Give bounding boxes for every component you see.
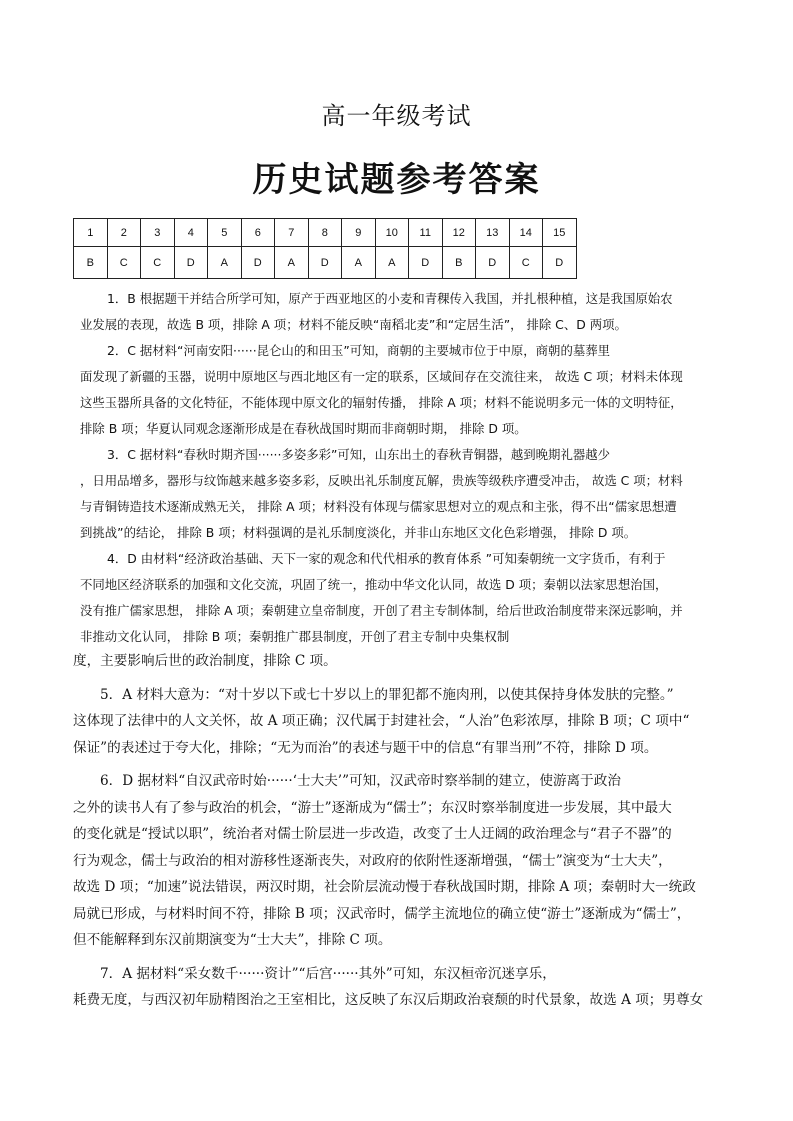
question-number-cell: 13 bbox=[476, 219, 510, 247]
explanation-line: 不同地区经济联系的加强和文化交流，巩固了统一，推动中华文化认同，故选 D 项；秦朝以法家思想治国， bbox=[80, 577, 668, 592]
answer-cell: D bbox=[476, 247, 510, 279]
explanation-line: 之外的读书人有了参与政治的机会，“游士”逐渐成为“儒士”；东汉时察举制度进一步发展，其中最大 bbox=[73, 799, 672, 816]
explanation-q6 bbox=[73, 768, 725, 954]
explanation-q1 bbox=[80, 286, 720, 338]
answer-cell: A bbox=[375, 247, 409, 279]
question-number-cell: 8 bbox=[308, 219, 342, 247]
explanation-line: 度，主要影响后世的政治制度，排除 C 项。 bbox=[73, 653, 337, 669]
explanation-line: 耗费无度，与西汉初年励精图治之王室相比，这反映了东汉后期政治衰颓的时代景象，故选 A 项；男尊女 bbox=[73, 992, 704, 1008]
answer-cell: C bbox=[141, 247, 175, 279]
answer-cell: A bbox=[275, 247, 309, 279]
explanation-line: 6．D 据材料“自汉武帝时始······‘士大夫’”可知，汉武帝时察举制的建立，使游离于政治 bbox=[100, 773, 621, 789]
answer-cell: D bbox=[174, 247, 208, 279]
answer-table-answer-row bbox=[74, 247, 577, 279]
question-number-cell: 10 bbox=[375, 219, 409, 247]
page-title: 历史试题参考答案 bbox=[252, 160, 541, 200]
explanation-line: 2．C 据材料“河南安阳······昆仑山的和田玉”可知，商朝的主要城市位于中原，商朝的墓葬里 bbox=[107, 343, 611, 358]
explanation-line: 保证”的表述过于夸大化，排除；“无为而治”的表述与题干中的信息“有罪当刑”不符，排除 D 项。 bbox=[73, 739, 658, 756]
explanation-q4-tail bbox=[73, 648, 725, 675]
answer-cell: B bbox=[442, 247, 476, 279]
explanations-part-1 bbox=[80, 286, 720, 650]
answer-cell: B bbox=[74, 247, 108, 279]
explanation-line: 非推动文化认同， 排除 B 项；秦朝推广郡县制度，开创了君主专制中央集权制 bbox=[80, 629, 510, 644]
explanation-q7 bbox=[73, 961, 725, 1014]
answer-cell: A bbox=[208, 247, 242, 279]
explanation-q2 bbox=[80, 338, 720, 442]
explanation-line: 与青铜铸造技术逐渐成熟无关， 排除 A 项；材料没有体现与儒家思想对立的观点和主张，得不出“儒家思想遭 bbox=[80, 499, 677, 514]
explanation-q5 bbox=[73, 682, 725, 762]
explanation-line: ，日用品增多，器形与纹饰越来越多姿多彩，反映出礼乐制度瓦解，贵族等级秩序遭受冲击， 故选 C 项；材料 bbox=[80, 473, 683, 488]
explanation-q4 bbox=[80, 546, 720, 650]
question-number-cell: 12 bbox=[442, 219, 476, 247]
explanation-line: 3．C 据材料“春秋时期齐国······多姿多彩”可知，山东出土的春秋青铜器，越到晚期礼器越少 bbox=[107, 447, 611, 462]
answer-cell: A bbox=[342, 247, 376, 279]
question-number-cell: 9 bbox=[342, 219, 376, 247]
explanation-line: 这些玉器所具备的文化特征，不能体现中原文化的辐射传播， 排除 A 项；材料不能说明多元一体的文明特征， bbox=[80, 395, 683, 410]
question-number-cell: 11 bbox=[409, 219, 443, 247]
question-number-cell: 14 bbox=[509, 219, 543, 247]
question-number-cell: 1 bbox=[74, 219, 108, 247]
explanation-q3 bbox=[80, 442, 720, 546]
explanation-line: 这体现了法律中的人文关怀，故 A 项正确；汉代属于封建社会，“人治”色彩浓厚，排除 B 项；C 项中“ bbox=[73, 713, 690, 729]
answer-cell: C bbox=[509, 247, 543, 279]
question-number-cell: 2 bbox=[107, 219, 141, 247]
answer-cell: D bbox=[409, 247, 443, 279]
explanation-line: 排除 B 项；华夏认同观念逐渐形成是在春秋战国时期而非商朝时期， 排除 D 项。 bbox=[80, 421, 527, 436]
explanation-line: 到挑战”的结论， 排除 B 项；材料强调的是礼乐制度淡化，并非山东地区文化色彩增强， 排除 D 项。 bbox=[80, 525, 637, 540]
explanation-line: 1．B 根据题干并结合所学可知，原产于西亚地区的小麦和青稞传入我国，并扎根种植，这是我国原始农 bbox=[107, 291, 673, 306]
question-number-cell: 3 bbox=[141, 219, 175, 247]
explanation-line: 4．D 由材料“经济政治基础、天下一家的观念和代代相承的教育体系 ”可知秦朝统一文字货币，有利于 bbox=[107, 551, 666, 566]
answer-cell: D bbox=[543, 247, 577, 279]
explanation-line: 没有推广儒家思想， 排除 A 项；秦朝建立皇帝制度，开创了君主专制体制，给后世政治制度带来深远影响，并 bbox=[80, 603, 683, 618]
answer-table bbox=[73, 218, 577, 279]
explanations-part-2 bbox=[73, 648, 725, 1014]
question-number-cell: 6 bbox=[241, 219, 275, 247]
explanation-line: 5．A 材料大意为：“对十岁以下或七十岁以上的罪犯都不施肉刑，以使其保持身体发肤的完整。” bbox=[100, 686, 674, 703]
explanation-line: 7．A 据材料“采女数千······资计”“后宫······其外”可知，东汉桓帝沉迷享乐， bbox=[100, 965, 556, 982]
explanation-line: 故选 D 项；“加速”说法错误，两汉时期，社会阶层流动慢于春秋战国时期，排除 A 项；秦朝时大一统政 bbox=[73, 879, 696, 895]
explanation-line: 局就已形成，与材料时间不符，排除 B 项；汉武帝时，儒学主流地位的确立使“游士”逐渐成为“儒士”， bbox=[73, 905, 691, 922]
explanation-line: 行为观念，儒士与政治的相对游移性逐渐丧失，对政府的依附性逐渐增强，“儒士”演变为“士大夫”， bbox=[73, 852, 672, 869]
answer-cell: D bbox=[308, 247, 342, 279]
question-number-cell: 4 bbox=[174, 219, 208, 247]
answer-cell: C bbox=[107, 247, 141, 279]
question-number-cell: 15 bbox=[543, 219, 577, 247]
answer-table-number-row bbox=[74, 219, 577, 247]
question-number-cell: 5 bbox=[208, 219, 242, 247]
answer-cell: D bbox=[241, 247, 275, 279]
explanation-line: 但不能解释到东汉前期演变为“士大夫”，排除 C 项。 bbox=[73, 932, 392, 948]
explanation-line: 面发现了新疆的玉器，说明中原地区与西北地区有一定的联系，区域间存在交流往来， 故选 C 项；材料未体现 bbox=[80, 369, 683, 384]
page-subtitle: 高一年级考试 bbox=[321, 102, 472, 130]
explanation-line: 的变化就是“授试以职”，统治者对儒士阶层进一步改造，改变了士人迂阔的政治理念与“君子不器”的 bbox=[73, 826, 672, 842]
explanation-line: 业发展的表现，故选 B 项，排除 A 项；材料不能反映“南稻北麦”和“定居生活”， 排除 C、D 两项。 bbox=[80, 317, 627, 332]
question-number-cell: 7 bbox=[275, 219, 309, 247]
